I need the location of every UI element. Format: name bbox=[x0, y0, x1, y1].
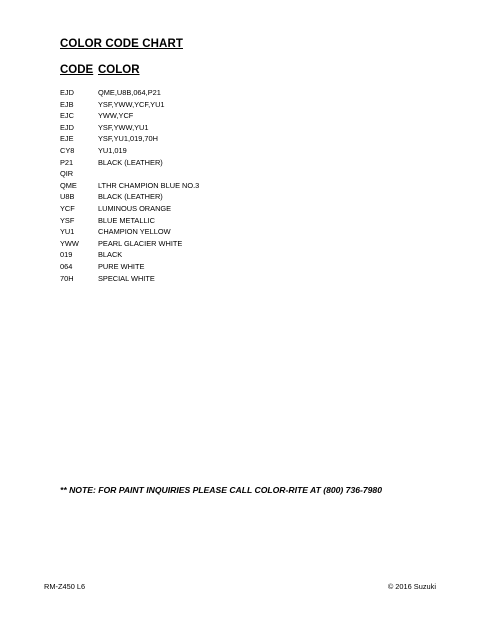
color-name-cell: YWW,YCF bbox=[98, 111, 134, 121]
color-name-cell: BLACK bbox=[98, 250, 123, 260]
color-name-cell: YSF,YWW,YU1 bbox=[98, 122, 149, 132]
table-row bbox=[60, 111, 420, 123]
table-row bbox=[60, 274, 420, 286]
color-code-cell: YSF bbox=[60, 215, 75, 225]
color-code-cell: 70H bbox=[60, 273, 74, 283]
table-row bbox=[60, 250, 420, 262]
table-row bbox=[60, 123, 420, 135]
color-name-cell: QME,U8B,064,P21 bbox=[98, 88, 161, 97]
color-name-cell: PURE WHITE bbox=[98, 261, 145, 271]
color-code-cell: YCF bbox=[60, 203, 75, 213]
page-title: COLOR CODE CHART bbox=[60, 38, 183, 50]
color-name-cell: BLUE METALLIC bbox=[98, 215, 155, 225]
color-name-cell: LUMINOUS ORANGE bbox=[98, 203, 172, 213]
table-row bbox=[60, 146, 420, 158]
table-row bbox=[60, 158, 420, 170]
table-row bbox=[60, 181, 420, 193]
table-row bbox=[60, 88, 420, 100]
color-code-table bbox=[60, 88, 420, 285]
table-row bbox=[60, 216, 420, 228]
table-row bbox=[60, 227, 420, 239]
color-name-cell: YSF,YU1,019,70H bbox=[98, 134, 158, 144]
table-row bbox=[60, 192, 420, 204]
color-code-cell: EJE bbox=[60, 134, 74, 144]
color-code-cell: EJD bbox=[60, 88, 74, 97]
color-code-cell: QIR bbox=[60, 169, 74, 179]
color-column-header: COLOR bbox=[98, 64, 140, 76]
footer-copyright: © 2016 Suzuki bbox=[387, 582, 436, 591]
color-code-cell: U8B bbox=[60, 192, 75, 202]
color-code-cell: YU1 bbox=[60, 227, 75, 237]
color-code-cell: 064 bbox=[60, 261, 73, 271]
color-code-cell: EJD bbox=[60, 122, 74, 132]
color-name-cell: SPECIAL WHITE bbox=[98, 273, 155, 283]
code-column-header: CODE bbox=[60, 64, 94, 76]
table-row bbox=[60, 134, 420, 146]
color-name-cell: YSF,YWW,YCF,YU1 bbox=[98, 99, 165, 109]
color-code-cell: EJB bbox=[60, 99, 74, 109]
table-row bbox=[60, 100, 420, 112]
footer-model: RM-Z450 L6 bbox=[44, 582, 86, 591]
paint-inquiry-note: ** NOTE: FOR PAINT INQUIRIES PLEASE CALL COLOR-RITE AT (800) 736-7980 bbox=[60, 485, 382, 495]
color-name-cell: BLACK (LEATHER) bbox=[98, 157, 163, 167]
table-row bbox=[60, 169, 420, 181]
table-row bbox=[60, 262, 420, 274]
color-code-cell: 019 bbox=[60, 250, 73, 260]
color-name-cell: YU1,019 bbox=[98, 145, 127, 155]
color-name-cell: LTHR CHAMPION BLUE NO.3 bbox=[98, 180, 200, 190]
color-name-cell: CHAMPION YELLOW bbox=[98, 227, 171, 237]
color-code-cell: CY8 bbox=[60, 145, 75, 155]
color-code-cell: QME bbox=[60, 180, 77, 190]
table-row bbox=[60, 204, 420, 216]
color-name-cell: BLACK (LEATHER) bbox=[98, 192, 163, 202]
color-code-cell: P21 bbox=[60, 157, 74, 167]
table-row bbox=[60, 239, 420, 251]
color-code-cell: EJC bbox=[60, 111, 74, 121]
color-code-cell: YWW bbox=[60, 238, 79, 248]
color-name-cell: PEARL GLACIER WHITE bbox=[98, 238, 183, 248]
